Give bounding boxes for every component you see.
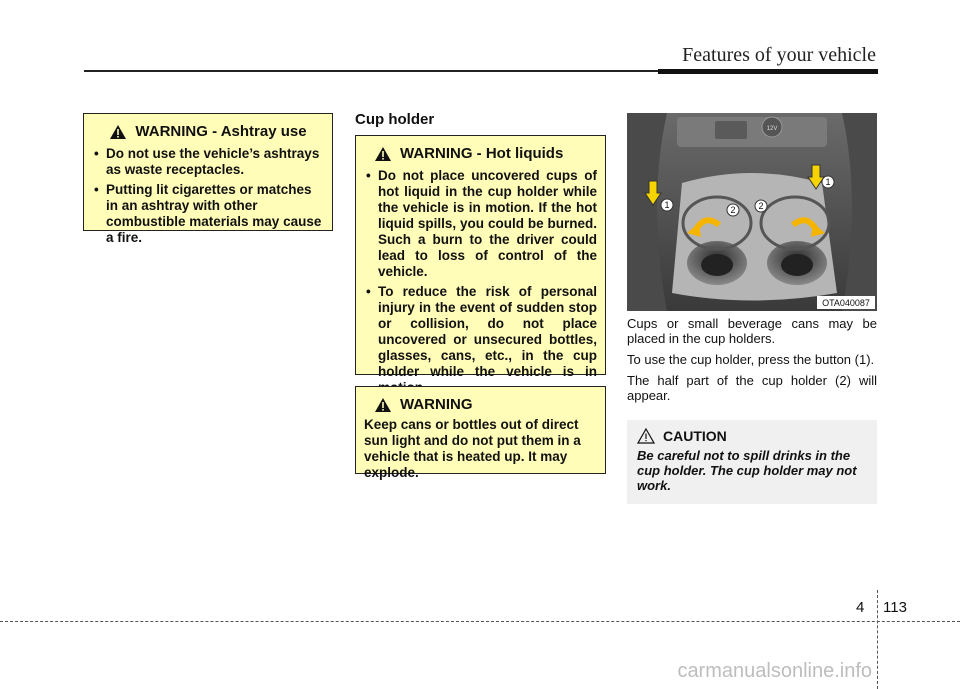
footer-divider (877, 590, 878, 689)
list-item: • Do not place uncovered cups of hot liquid in the cup holder while the vehicle is in motion. If the hot liquid spills, you could be burned. Such a burn to the driver could lead to loss of control of the vehicle. (364, 168, 597, 280)
warning-hot-list (364, 168, 597, 396)
caution-triangle-icon (637, 428, 655, 444)
svg-text:2: 2 (730, 205, 736, 215)
svg-text:1: 1 (825, 177, 831, 187)
warning-sun-title: WARNING (400, 396, 473, 413)
figure-code: OTA040087 (822, 298, 870, 308)
callout-label-1 (822, 176, 834, 188)
caution-title: CAUTION (663, 428, 727, 444)
warning-ashtray-title-row (92, 124, 324, 140)
warning-hot-title: WARNING - Hot liquids (400, 145, 564, 162)
warning-triangle-icon (109, 124, 127, 140)
callout-label-2 (727, 204, 739, 216)
caution-text: Be careful not to spill drinks in the cup holder. The cup holder may not work. (637, 448, 857, 493)
body-paragraph: Cups or small beverage cans may be placed in the cup holders. (627, 316, 877, 346)
body-paragraph: The half part of the cup holder (2) will appear. (627, 373, 877, 403)
warning-triangle-icon (374, 397, 392, 413)
footer-rule (0, 621, 960, 622)
svg-text:2: 2 (758, 201, 764, 211)
warning-hot-title-row (364, 146, 597, 162)
callout-label-1 (661, 199, 673, 211)
warning-sun-text: Keep cans or bottles out of direct sun light and do not put them in a vehicle that is heated up. It may explode. (364, 417, 581, 480)
warning-hot-liquids-box (355, 135, 606, 379)
body-paragraph: To use the cup holder, press the button (1). (627, 352, 875, 367)
warning-triangle-icon (374, 146, 392, 162)
warning-sunlight-box (355, 386, 606, 480)
page-header-title: Features of your vehicle (682, 44, 876, 66)
warning-sun-title-row (364, 397, 597, 413)
caution-title-row (637, 428, 867, 444)
warning-ashtray-title: WARNING - Ashtray use (135, 123, 307, 140)
list-item: • Putting lit cigarettes or matches in an ashtray with other combustible materials may cause a fire. (92, 182, 324, 246)
warning-ashtray-list (92, 146, 324, 246)
list-item: • Do not use the vehicle’s ashtrays as waste receptacles. (92, 146, 324, 178)
cup-holder-photo (627, 113, 877, 311)
page-number: 113 (883, 599, 907, 616)
caution-box (627, 420, 877, 504)
list-item: • To reduce the risk of personal injury in the event of sudden stop or collision, do not place uncovered or unsecured bottles, glasses, cans, etc., in the cup holder while the vehicle is in (364, 284, 597, 396)
svg-text:1: 1 (664, 200, 670, 210)
cup-holder-description (627, 316, 877, 409)
section-title: Cup holder (355, 111, 435, 128)
outlet-label: 12V (766, 126, 778, 132)
watermark: carmanualsonline.info (677, 660, 872, 682)
warning-ashtray-box (83, 113, 333, 245)
chapter-number: 4 (856, 599, 865, 616)
callout-label-2 (755, 200, 767, 212)
header-rule-accent (658, 69, 878, 74)
